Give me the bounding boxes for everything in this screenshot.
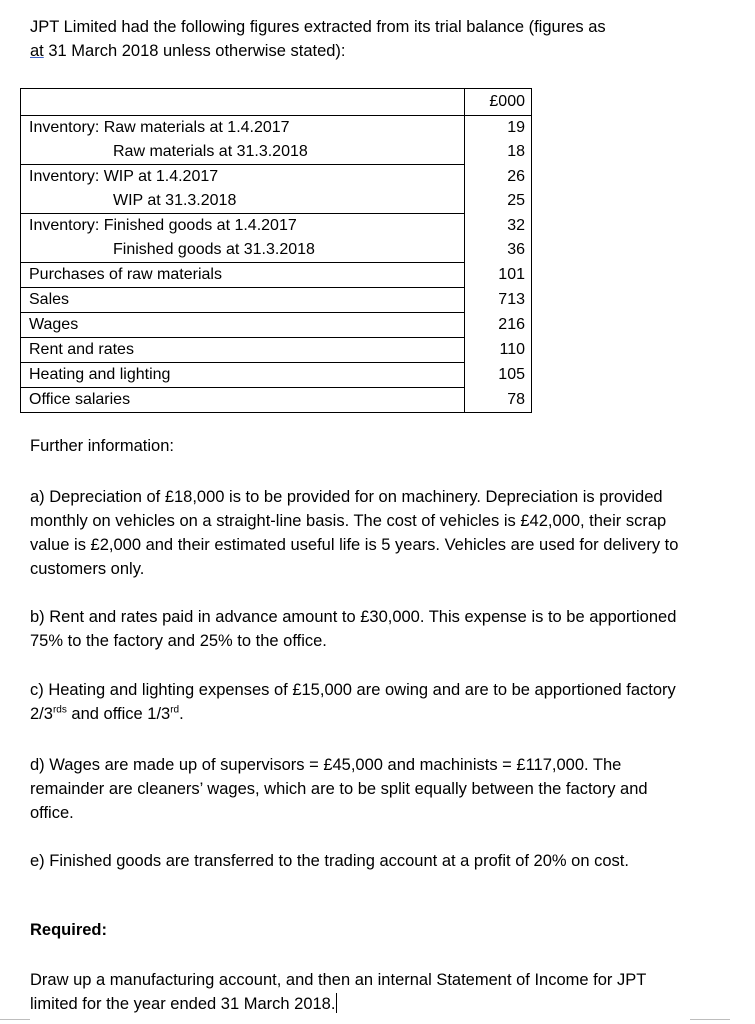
intro-text: [30, 15, 710, 63]
intro-at: at: [30, 42, 44, 60]
paragraph-b: b) Rent and rates paid in advance amount to £30,000. This expense is to be apportioned 75% to the factory and 25% to the office.: [30, 608, 677, 650]
table-row: [21, 338, 532, 363]
table-row: [21, 214, 532, 239]
table-header-row: [21, 89, 532, 116]
row-label: Rent and rates: [21, 338, 465, 363]
paragraph-e: e) Finished goods are transferred to the trading account at a profit of 20% on cost.: [30, 852, 629, 870]
row-label: Office salaries: [21, 388, 465, 413]
row-label: Inventory: WIP at 1.4.2017: [21, 165, 465, 190]
text-cursor: [336, 993, 337, 1013]
row-label: Finished goods at 31.3.2018: [21, 238, 465, 263]
row-amount: 25: [465, 189, 532, 214]
row-label: WIP at 31.3.2018: [21, 189, 465, 214]
paragraph-c-superscript-2: rd: [170, 704, 180, 716]
row-amount: 101: [465, 263, 532, 288]
intro-line-1: JPT Limited had the following figures extracted from its trial balance (figures as: [30, 18, 606, 36]
row-label: Wages: [21, 313, 465, 338]
row-amount: 19: [465, 116, 532, 141]
row-amount: 105: [465, 363, 532, 388]
table-row: [21, 363, 532, 388]
row-label: Purchases of raw materials: [21, 263, 465, 288]
row-label: Raw materials at 31.3.2018: [21, 140, 465, 165]
further-information-heading: Further information:: [30, 437, 174, 455]
row-label: Sales: [21, 288, 465, 313]
table-row: [21, 263, 532, 288]
table-row: [21, 313, 532, 338]
table-row: [21, 388, 532, 413]
paragraph-c-text-1: c) Heating and lighting expenses of £15,000 are owing and are to be apportioned factory 2/3: [30, 681, 676, 723]
page-margin-rule-right: [690, 1019, 730, 1020]
row-amount: 78: [465, 388, 532, 413]
row-label: Heating and lighting: [21, 363, 465, 388]
row-amount: 110: [465, 338, 532, 363]
table-row: [21, 140, 532, 165]
required-heading: Required:: [30, 921, 108, 939]
intro-line-2: 31 March 2018 unless otherwise stated):: [43, 42, 346, 60]
row-amount: 216: [465, 313, 532, 338]
row-amount: 713: [465, 288, 532, 313]
row-amount: 36: [465, 238, 532, 263]
final-instruction-text: Draw up a manufacturing account, and then an internal Statement of Income for JPT limited for the year ended 31 March 2018.: [30, 971, 647, 1013]
page-margin-rule-left: [0, 1019, 30, 1020]
paragraph-c-text-3: .: [179, 705, 184, 723]
row-label: Inventory: Raw materials at 1.4.2017: [21, 116, 465, 141]
paragraph-c-superscript-1: rds: [52, 704, 67, 716]
paragraph-c-text-2: and office 1/3: [66, 705, 171, 723]
header-label-cell: [21, 89, 465, 116]
table-row: [21, 288, 532, 313]
table-row: [21, 189, 532, 214]
row-label: Inventory: Finished goods at 1.4.2017: [21, 214, 465, 239]
table-row: [21, 116, 532, 141]
trial-balance-table: [20, 88, 532, 413]
row-amount: 26: [465, 165, 532, 190]
header-amount-cell: £000: [465, 89, 532, 116]
paragraph-c: [30, 678, 680, 726]
table-row: [21, 165, 532, 190]
final-instruction[interactable]: [30, 968, 680, 1016]
paragraph-d: d) Wages are made up of supervisors = £45,000 and machinists = £117,000. The remainder are cleaners’ wages, which are to be split equally between the factory and office.: [30, 756, 648, 822]
row-amount: 18: [465, 140, 532, 165]
table-row: [21, 238, 532, 263]
paragraph-a: a) Depreciation of £18,000 is to be provided for on machinery. Depreciation is provided monthly on vehicles on a straight-line basis. The cost of vehicles is £42,000, their scrap value is £2,000 and their estimated useful life is 5 years. Vehicles are used for delivery to customers only.: [30, 488, 679, 578]
row-amount: 32: [465, 214, 532, 239]
